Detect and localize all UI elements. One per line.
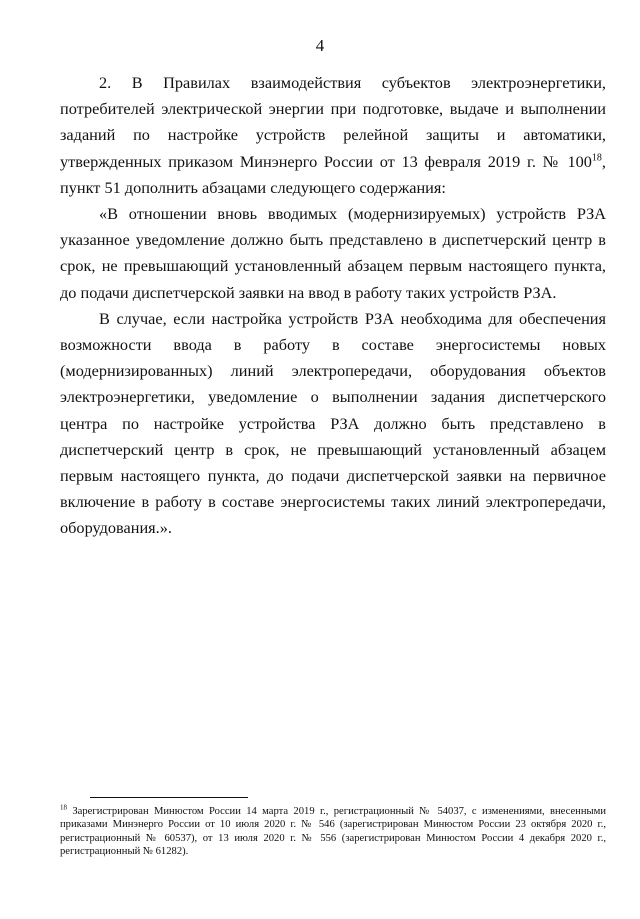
paragraph-power-lines: В случае, если настройка устройств РЗА необходима для обеспечения возможности ввода в работу в составе энергосистемы новых (модернизированных) линий электропередачи, оборудования объектов электроэнергетики, уведомление о выполнении задания диспетчерского центра по настройке устройства РЗА должно быть представлено в диспетчерский центр в срок, не превышающий установленный абзацем первым настоящего пункта, до подачи диспетчерской заявки на первичное включение в работу в составе энергосистемы таких линий электропередачи, оборудования.». [60, 308, 606, 538]
paragraph-amendment-intro [60, 70, 606, 201]
footnote-marker: 18 [60, 803, 67, 812]
page-number: 4 [315, 36, 325, 55]
paragraph-text: , пункт 51 дополнить абзацами следующего содержания: [60, 151, 606, 197]
footnote-separator [90, 797, 248, 798]
footnote-text: Зарегистрирован Минюстом России 14 марта 2019 г., регистрационный № 54037, с изменениями, внесенными приказами Минэнерго России от 10 июля 2020 г. № 546 (зарегистрирован Минюстом России 23 октября 2020 г., регистрационный № 60537), от 13 июля 2020 г. № 556 (зарегистрирован Минюстом России 4 декабря 2020 г., регистрационный № 61282). [60, 806, 606, 858]
footnote-reference: 18 [591, 152, 602, 164]
footnote [60, 805, 606, 859]
paragraph-new-devices: «В отношении вновь вводимых (модернизируемых) устройств РЗА указанное уведомление должно быть представлено в диспетчерский центр в срок, не превышающий установленный абзацем первым настоящего пункта, до подачи диспетчерской заявки на ввод в работу таких устройств РЗА. [60, 204, 606, 302]
document-body [60, 70, 606, 542]
paragraph-text: 2. В Правилах взаимодействия субъектов электроэнергетики, потребителей электрической энергии при подготовке, выдаче и выполнении заданий по настройке устройств релейной защиты и автоматики, утвержденных приказом Минэнерго России от 13 февраля 2019 г. № 100 [60, 73, 606, 171]
